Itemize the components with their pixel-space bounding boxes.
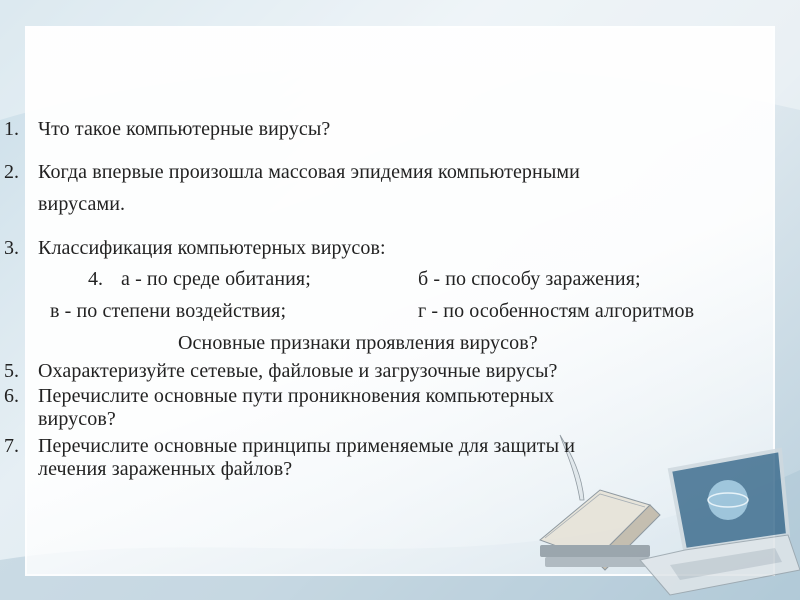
item-3-number: 3. xyxy=(4,237,19,259)
item-6-line-2: вирусов? xyxy=(38,408,116,430)
item-1-number: 1. xyxy=(4,118,19,140)
item-5-number: 5. xyxy=(4,360,19,382)
classification-b: б - по способу заражения; xyxy=(418,268,641,290)
item-6-number: 6. xyxy=(4,385,19,407)
item-4-number: 4. xyxy=(88,268,103,290)
item-2-line-1: Когда впервые произошла массовая эпидемия компьютерными xyxy=(38,161,580,183)
virus-signs-question: Основные признаки проявления вирусов? xyxy=(178,332,538,354)
item-2-number: 2. xyxy=(4,161,19,183)
item-7-line-1: Перечислите основные принципы применяемые для защиты и xyxy=(38,435,576,457)
item-5-text: Охарактеризуйте сетевые, файловые и загрузочные вирусы? xyxy=(38,360,558,382)
item-3-text: Классификация компьютерных вирусов: xyxy=(38,237,386,259)
classification-v: в - по степени воздействия; xyxy=(50,300,287,322)
item-6-line-1: Перечислите основные пути проникновения компьютерных xyxy=(38,385,555,407)
item-7-line-2: лечения зараженных файлов? xyxy=(38,458,293,480)
classification-a: а - по среде обитания; xyxy=(121,268,311,290)
classification-g: г - по особенностям алгоритмов xyxy=(418,300,695,322)
item-7-number: 7. xyxy=(4,435,19,457)
item-1-text: Что такое компьютерные вирусы? xyxy=(38,118,331,140)
item-2-line-2: вирусами. xyxy=(38,193,126,215)
